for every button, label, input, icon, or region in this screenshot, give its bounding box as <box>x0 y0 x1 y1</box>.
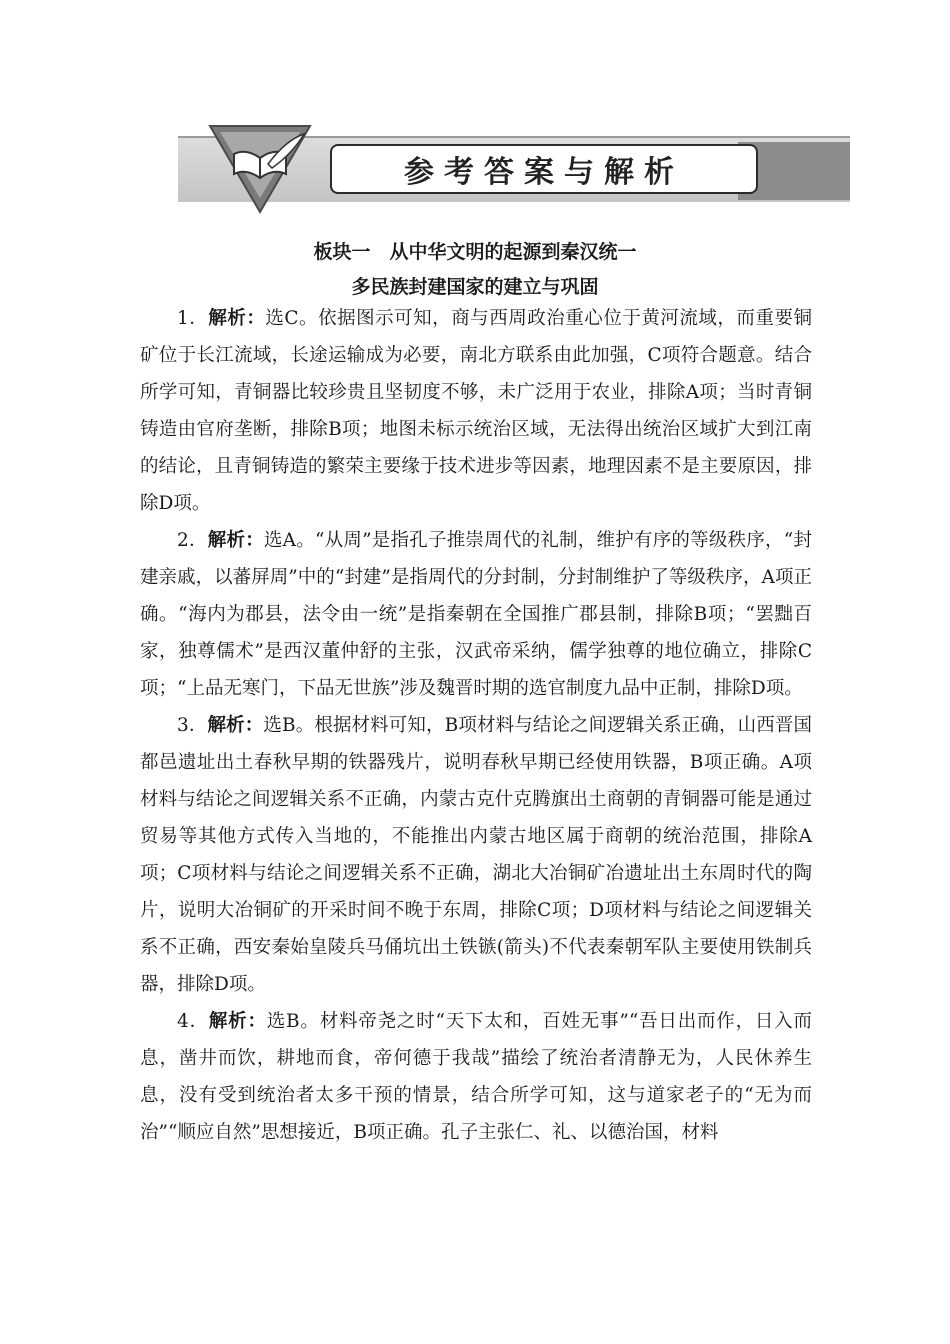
answer-number: 3． <box>177 715 208 736</box>
answer-item <box>140 1003 812 1151</box>
banner-title-box <box>330 144 758 194</box>
answer-label: 解析： <box>208 308 266 329</box>
answer-label: 解析： <box>207 530 264 551</box>
answer-item <box>140 300 812 522</box>
answer-label: 解析： <box>207 715 264 736</box>
answer-text: 选C。依据图示可知，商与西周政治重心位于黄河流域，而重要铜矿位于长江流域，长途运输成为必要，南北方联系由此加强，C项符合题意。结合所学可知，青铜器比较珍贵且坚韧度不够，未广泛用于农业，排除A项；当时青铜铸造由官府垄断，排除B项；地图未标示统治区域，无法得出统治区域扩大到江南的结论，且青铜铸造的繁荣主要缘于技术进步等因素，地理因素不是主要原因，排除D项。 <box>140 308 812 514</box>
answer-item <box>140 522 812 707</box>
answer-item <box>140 707 812 1003</box>
answer-text: 选A。“从周”是指孔子推崇周代的礼制，维护有序的等级秩序，“封建亲戚，以蕃屏周”中的“封建”是指周代的分封制，分封制维护了等级秩序，A项正确。“海内为郡县，法令由一统”是指秦朝在全国推广郡县制，排除B项；“罢黜百家，独尊儒术”是西汉董仲舒的主张，汉武帝采纳，儒学独尊的地位确立，排除C项；“上品无寒门，下品无世族”涉及魏晋时期的选官制度九品中正制，排除D项。 <box>140 530 812 699</box>
book-quill-icon <box>206 124 316 214</box>
banner-title: 参考答案与解析 <box>404 155 684 190</box>
answer-number: 1． <box>177 308 209 329</box>
answer-text: 选B。根据材料可知，B项材料与结论之间逻辑关系正确，山西晋国都邑遗址出土春秋早期的铁器残片，说明春秋早期已经使用铁器，B项正确。A项材料与结论之间逻辑关系不正确，内蒙古克什克腾旗出土商朝的青铜器可能是通过贸易等其他方式传入当地的，不能推出内蒙古地区属于商朝的统治范围，排除A项；C项材料与结论之间逻辑关系不正确，湖北大冶铜矿冶遗址出土东周时代的陶片，说明大冶铜矿的开采时间不晚于东周，排除C项；D项材料与结论之间逻辑关系不正确，西安秦始皇陵兵马俑坑出土铁镞(箭头)不代表秦朝军队主要使用铁制兵器，排除D项。 <box>140 715 812 995</box>
answer-text: 选B。材料帝尧之时“天下太和，百姓无事”“吾日出而作，日入而息，凿井而饮，耕地而食，帝何德于我哉”描绘了统治者清静无为，人民休养生息，没有受到统治者太多干预的情景，结合所学可知，这与道家老子的“无为而治”“顺应自然”思想接近，B项正确。孔子主张仁、礼、以德治国，材料 <box>140 1011 812 1143</box>
answer-banner <box>178 124 850 214</box>
answer-list <box>140 300 812 1151</box>
answer-number: 4． <box>177 1011 209 1032</box>
section-title-line-1: 板块一 从中华文明的起源到秦汉统一 <box>313 241 637 263</box>
answer-number: 2． <box>177 530 208 551</box>
section-title-line-2: 多民族封建国家的建立与巩固 <box>351 276 599 298</box>
answer-label: 解析： <box>208 1011 267 1032</box>
